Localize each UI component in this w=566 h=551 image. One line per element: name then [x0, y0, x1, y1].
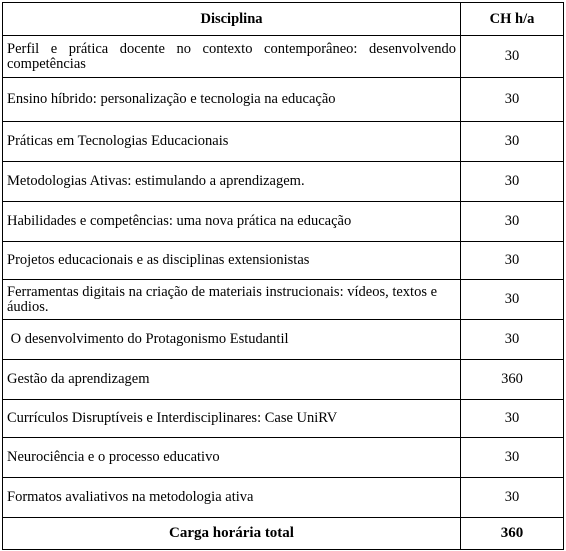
discipline-name: Formatos avaliativos na metodologia ativa	[3, 478, 461, 518]
discipline-hours: 30	[461, 36, 564, 78]
discipline-hours: 30	[461, 122, 564, 162]
discipline-name: Perfil e prática docente no contexto contemporâneo: desenvolvendo competências	[3, 36, 461, 78]
table-row	[3, 122, 564, 162]
table-row	[3, 400, 564, 438]
discipline-hours: 30	[461, 280, 564, 320]
header-discipline: Disciplina	[3, 3, 461, 36]
total-row	[3, 518, 564, 550]
discipline-name: Ferramentas digitais na criação de materiais instrucionais: vídeos, textos e áudios.	[3, 280, 461, 320]
discipline-name: O desenvolvimento do Protagonismo Estudantil	[3, 320, 461, 360]
discipline-name: Práticas em Tecnologias Educacionais	[3, 122, 461, 162]
discipline-name: Currículos Disruptíveis e Interdisciplinares: Case UniRV	[3, 400, 461, 438]
total-value: 360	[461, 518, 564, 550]
total-label: Carga horária total	[3, 518, 461, 550]
table-row	[3, 242, 564, 280]
discipline-name: Projetos educacionais e as disciplinas extensionistas	[3, 242, 461, 280]
table-row	[3, 36, 564, 78]
discipline-name: Habilidades e competências: uma nova prática na educação	[3, 202, 461, 242]
curriculum-table	[2, 2, 564, 550]
discipline-name: Ensino híbrido: personalização e tecnologia na educação	[3, 78, 461, 122]
discipline-hours: 360	[461, 360, 564, 400]
table-row	[3, 78, 564, 122]
table-row	[3, 438, 564, 478]
table-row	[3, 280, 564, 320]
discipline-hours: 30	[461, 478, 564, 518]
discipline-hours: 30	[461, 202, 564, 242]
discipline-name: Metodologias Ativas: estimulando a aprendizagem.	[3, 162, 461, 202]
discipline-hours: 30	[461, 438, 564, 478]
table-row	[3, 320, 564, 360]
discipline-hours: 30	[461, 162, 564, 202]
discipline-hours: 30	[461, 78, 564, 122]
table-row	[3, 478, 564, 518]
discipline-name: Neurociência e o processo educativo	[3, 438, 461, 478]
header-hours: CH h/a	[461, 3, 564, 36]
discipline-hours: 30	[461, 400, 564, 438]
table-row	[3, 202, 564, 242]
table-header-row	[3, 3, 564, 36]
discipline-hours: 30	[461, 242, 564, 280]
discipline-hours: 30	[461, 320, 564, 360]
discipline-name: Gestão da aprendizagem	[3, 360, 461, 400]
table-row	[3, 360, 564, 400]
table-row	[3, 162, 564, 202]
